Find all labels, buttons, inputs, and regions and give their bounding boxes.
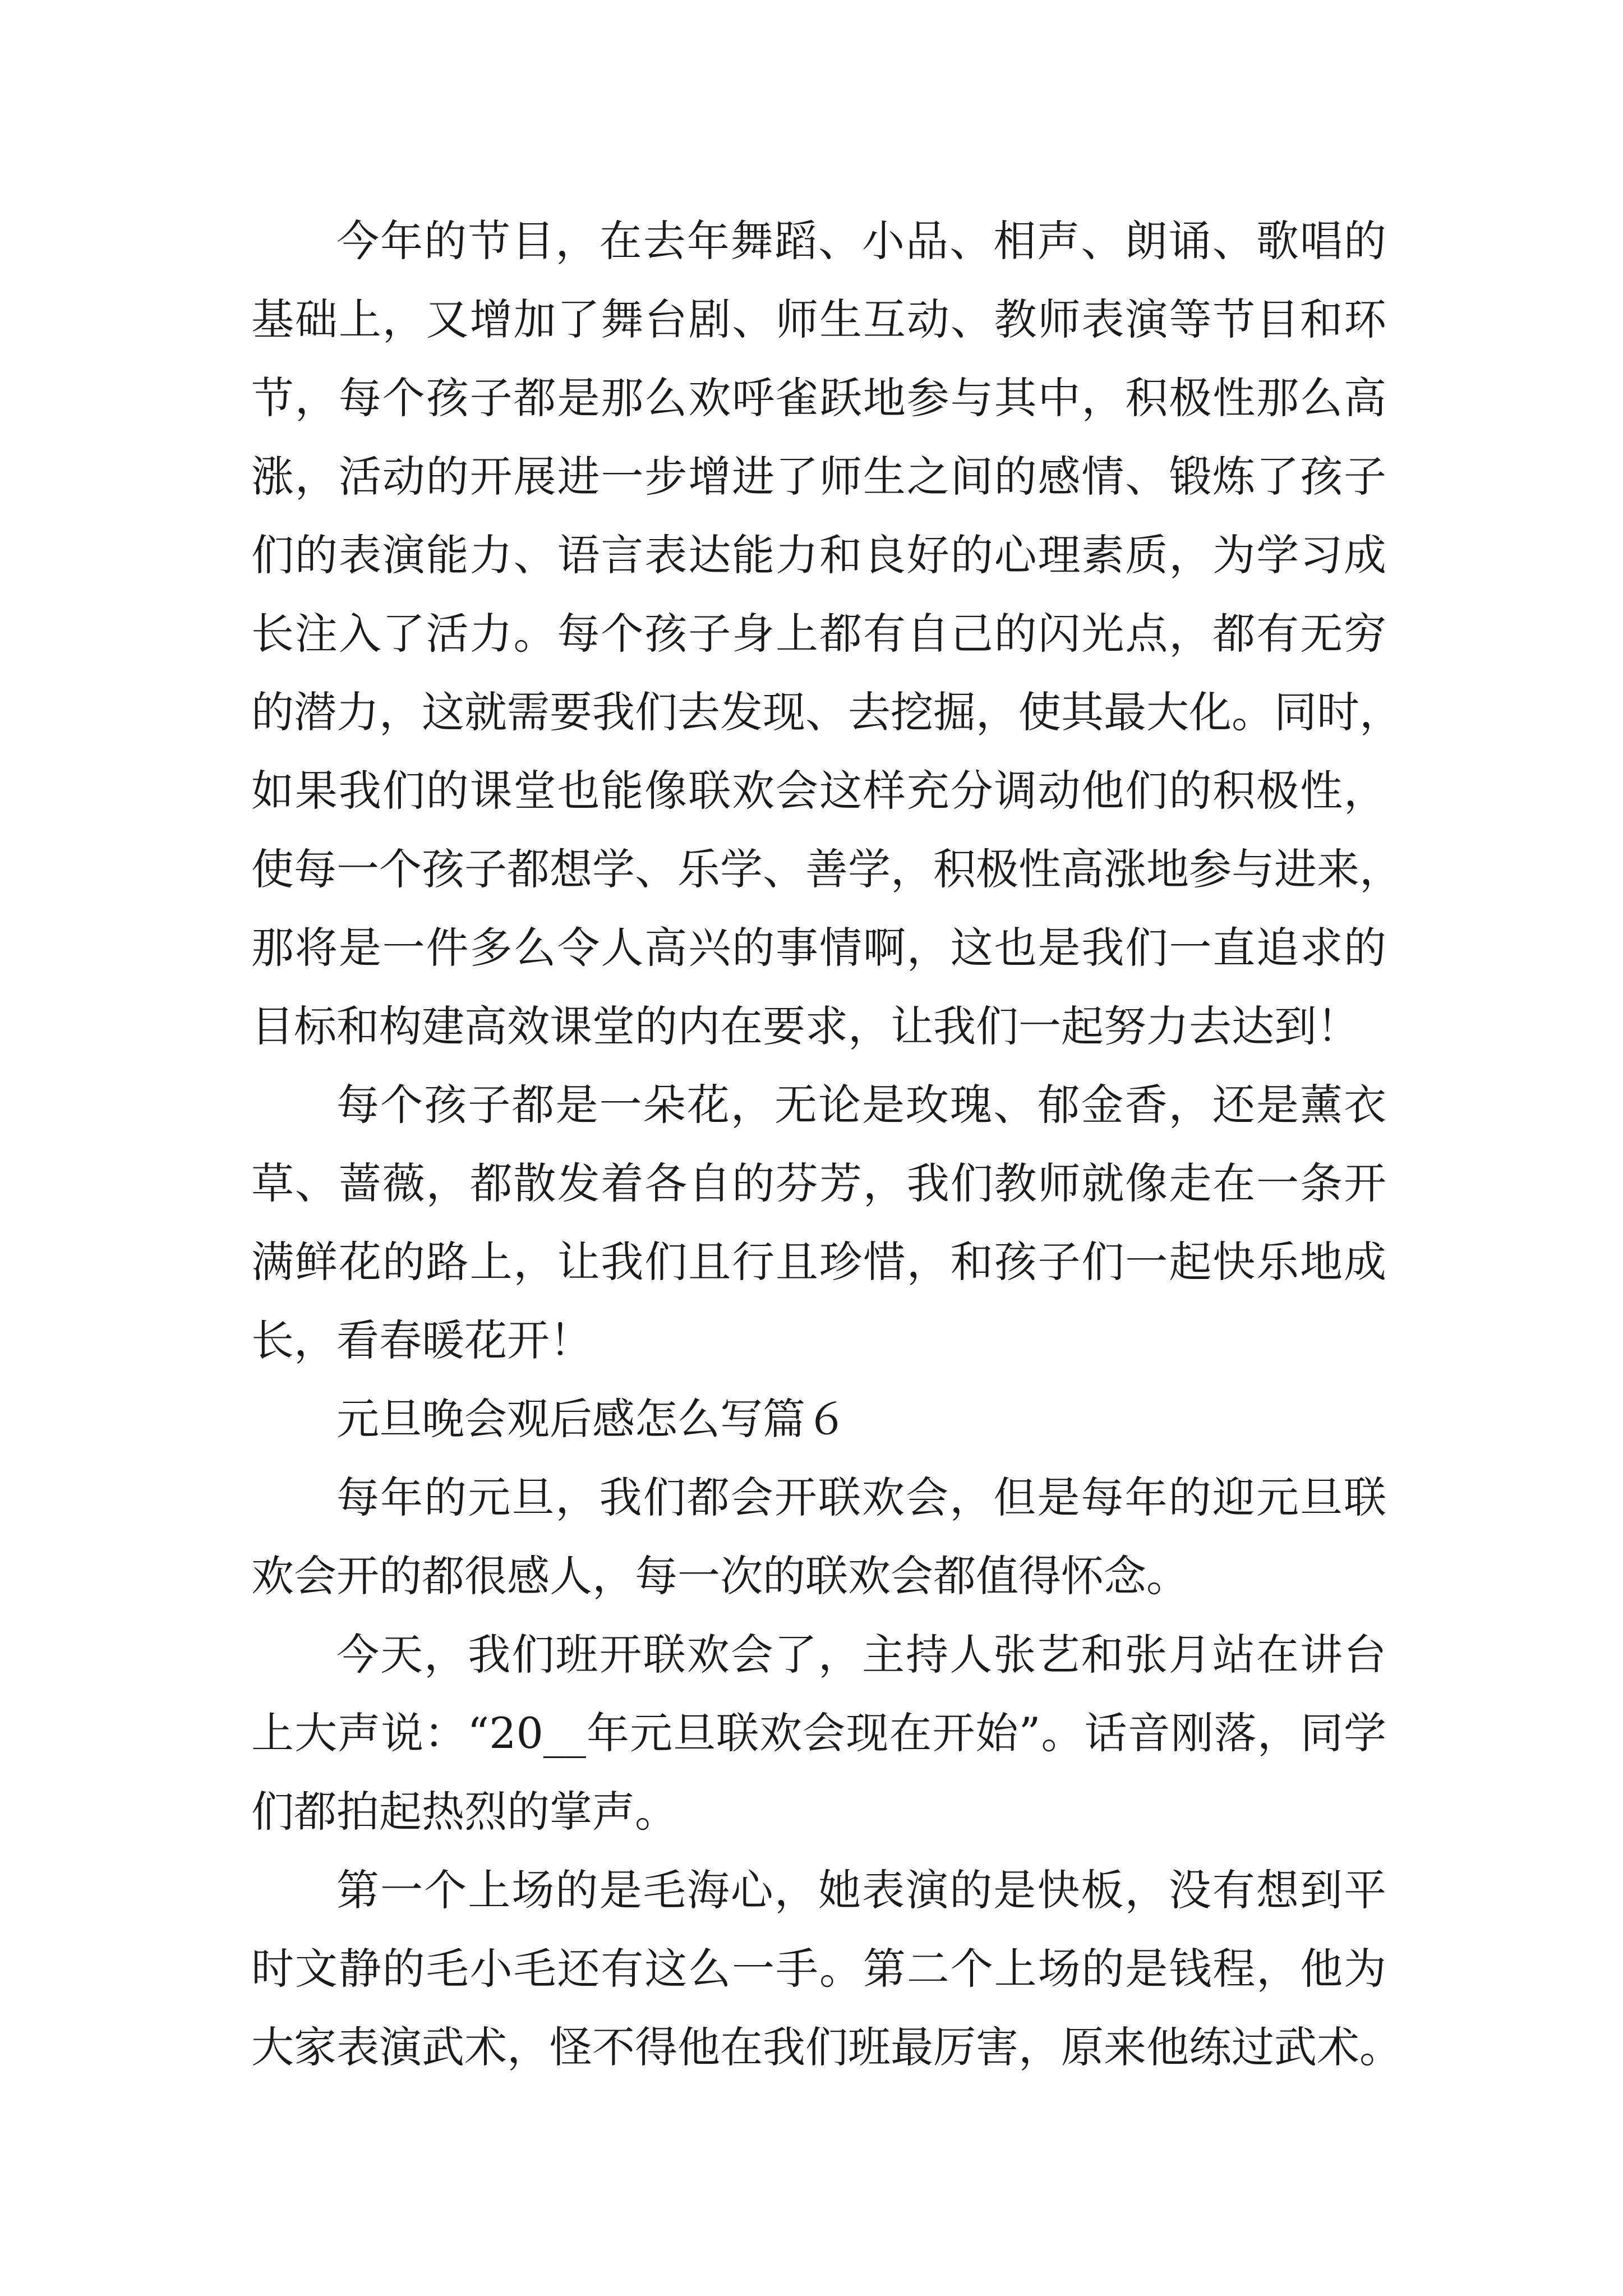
paragraph-line: 欢会开的都很感人，每一次的联欢会都值得怀念。	[251, 1551, 1189, 1601]
paragraph-line: 长注入了活力。每个孩子身上都有自己的闪光点，都有无穷	[251, 609, 1386, 659]
paragraph-line: 目标和构建高效课堂的内在要求，让我们一起努力去达到！	[251, 1001, 1359, 1051]
paragraph-line: 基础上，又增加了舞台剧、师生互动、教师表演等节目和环	[251, 295, 1386, 344]
paragraph-line: 涨，活动的开展进一步增进了师生之间的感情、锻炼了孩子	[251, 452, 1386, 501]
paragraph-line: 每个孩子都是一朵花，无论是玫瑰、郁金香，还是薰衣	[336, 1080, 1386, 1130]
paragraph-line: 长，看春暖花开！	[251, 1315, 592, 1365]
paragraph-line: 使每一个孩子都想学、乐学、善学，积极性高涨地参与进来，	[251, 844, 1402, 894]
paragraph-line: 们都拍起热烈的掌声。	[251, 1787, 677, 1837]
paragraph-line: 上大声说：“20__年元旦联欢会现在开始”。话音刚落，同学	[251, 1708, 1386, 1758]
paragraph-line: 的潜力，这就需要我们去发现、去挖掘，使其最大化。同时，	[251, 687, 1402, 737]
paragraph-line: 如果我们的课堂也能像联欢会这样充分调动他们的积极性，	[251, 766, 1386, 816]
paragraph-line: 时文静的毛小毛还有这么一手。第二个上场的是钱程，他为	[251, 1944, 1386, 1994]
paragraph-line: 第一个上场的是毛海心，她表演的是快板，没有想到平	[336, 1865, 1386, 1915]
paragraph-line: 每年的元旦，我们都会开联欢会，但是每年的迎元旦联	[336, 1473, 1386, 1522]
paragraph-line: 们的表演能力、语言表达能力和良好的心理素质，为学习成	[251, 530, 1386, 580]
paragraph-line: 满鲜花的路上，让我们且行且珍惜，和孩子们一起快乐地成	[251, 1237, 1386, 1287]
paragraph-line: 节，每个孩子都是那么欢呼雀跃地参与其中，积极性那么高	[251, 373, 1386, 423]
paragraph-line: 大家表演武术，怪不得他在我们班最厉害，原来他练过武术。	[251, 2022, 1402, 2072]
section-heading: 元旦晚会观后感怎么写篇６	[336, 1394, 848, 1444]
paragraph-line: 草、蔷薇，都散发着各自的芬芳，我们教师就像走在一条开	[251, 1158, 1386, 1208]
paragraph-line: 今天，我们班开联欢会了，主持人张艺和张月站在讲台	[336, 1630, 1386, 1680]
paragraph-line: 今年的节目，在去年舞蹈、小品、相声、朗诵、歌唱的	[336, 216, 1386, 266]
paragraph-line: 那将是一件多么令人高兴的事情啊，这也是我们一直追求的	[251, 923, 1386, 973]
